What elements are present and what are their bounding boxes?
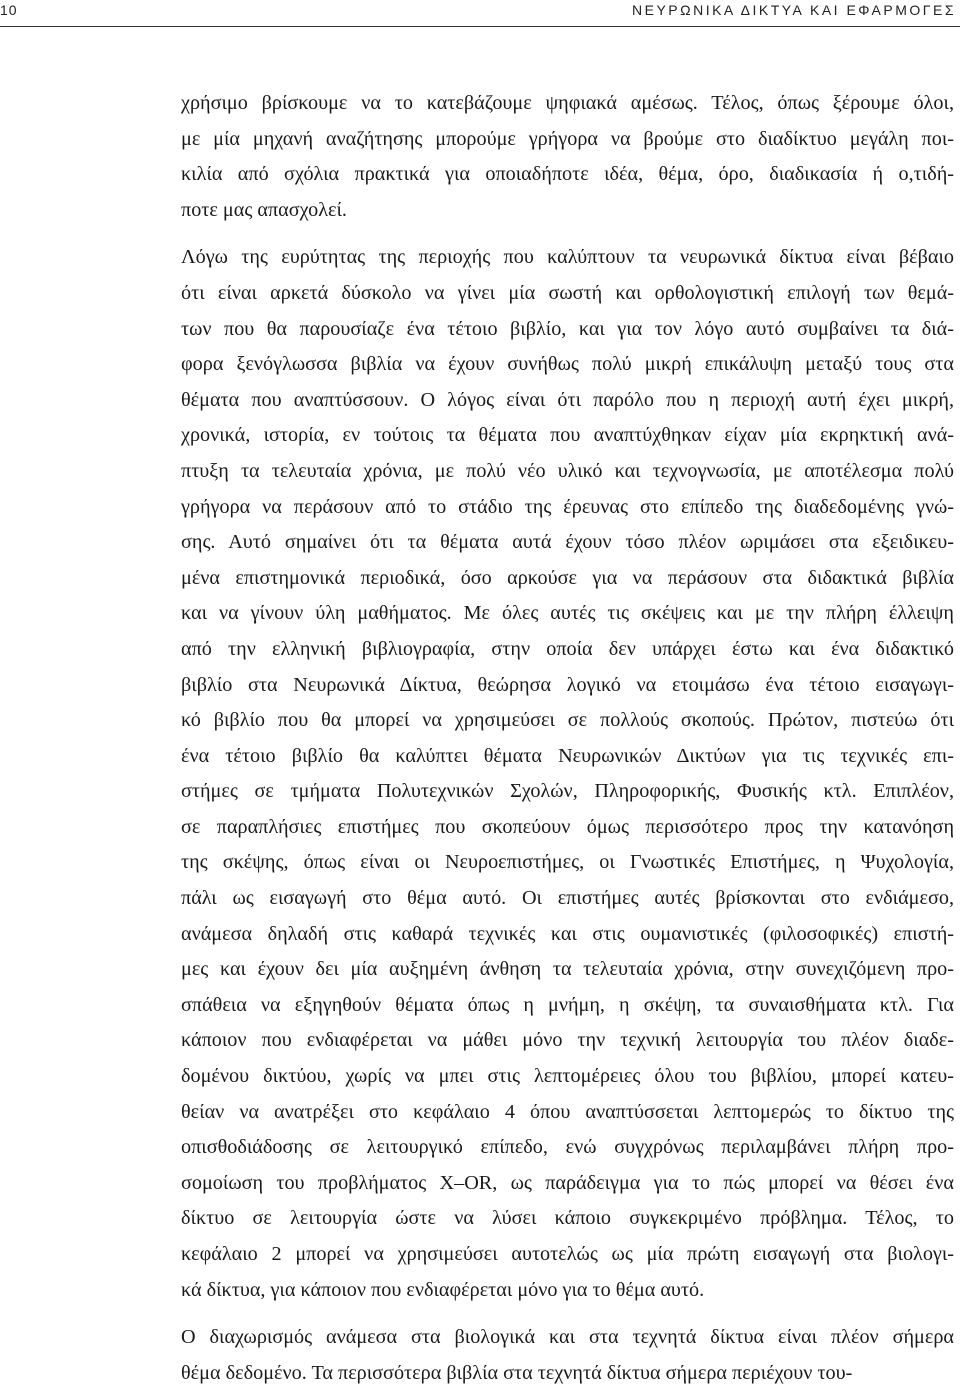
running-title: ΝΕΥΡΩΝΙΚΑ ΔΙΚΤΥΑ ΚΑΙ ΕΦΑΡΜΟΓΕΣ (632, 2, 956, 18)
text-line: κιλία από σχόλια πρακτικά για οποιαδήποτε ιδέα, θέμα, όρο, διαδικασία ή ο,τιδή- (181, 163, 954, 186)
text-line: στήμες σε τμήματα Πολυτεχνικών Σχολών, Πληροφορικής, Φυσικής κτλ. Επιπλέον, (181, 780, 954, 803)
text-line: σε παραπλήσιες επιστήμες που σκοπεύουν όμως περισσότερο προς την κατανόηση (181, 815, 954, 838)
paragraph (181, 86, 954, 228)
text-line: κό βιβλίο που θα μπορεί να χρησιμεύσει σε πολλούς σκοπούς. Πρώτον, πιστεύω ότι (181, 709, 954, 732)
page-header (0, 0, 960, 32)
text-line: μες και έχουν δει μία αυξημένη άνθηση τα τελευταία χρόνια, στην συνεχιζόμενη προ- (181, 958, 954, 981)
text-line: βιβλίο στα Νευρωνικά Δίκτυα, θεώρησα λογικό να ετοιμάσω ένα τέτοιο εισαγωγι- (181, 673, 954, 696)
header-rule (0, 26, 960, 27)
text-line: θέματα που αναπτύσσουν. Ο λόγος είναι ότι παρόλο που η περιοχή αυτή έχει μικρή, (181, 388, 954, 411)
text-line: σομοίωση του προβλήματος X–OR, ως παράδειγμα για το πώς μπορεί να θέσει ένα (181, 1171, 954, 1194)
text-line: των που θα παρουσίαζε ένα τέτοιο βιβλίο, και για τον λόγο αυτό συμβαίνει τα διά- (181, 317, 954, 340)
text-line: χρήσιμο βρίσκουμε να το κατεβάζουμε ψηφιακά αμέσως. Τέλος, όπως ξέρουμε όλοι, (181, 92, 954, 114)
text-line: κεφάλαιο 2 μπορεί να χρησιμεύσει αυτοτελώς ως μία πρώτη εισαγωγή στα βιολογι- (181, 1243, 954, 1265)
text-line: φορα ξενόγλωσσα βιβλία να έχουν συνήθως πολύ μικρή επικάλυψη μεταξύ τους στα (181, 353, 954, 376)
text-line: μένα επιστημονικά περιοδικά, όσο αρκούσε για να περάσουν στα διδακτικά βιβλία (181, 566, 954, 589)
text-line: οπισθοδιάδοσης σε λειτουργικό επίπεδο, ενώ συγχρόνως περιλαμβάνει πλήρη προ- (181, 1136, 954, 1159)
text-line: πάλι ως εισαγωγή στο θέμα αυτό. Οι επιστήμες αυτές βρίσκονται στο ενδιάμεσο, (181, 887, 954, 910)
text-line: κά δίκτυα, για κάποιον που ενδιαφέρεται μόνο για το θέμα αυτό. (181, 1278, 705, 1301)
text-line: θείαν να ανατρέξει στο κεφάλαιο 4 όπου αναπτύσσεται λεπτομερώς το δίκτυο της (181, 1100, 954, 1123)
text-line: ανάμεσα δηλαδή στις καθαρά τεχνικές και στις ουμανιστικές (φιλοσοφικές) επιστή- (181, 922, 954, 945)
text-line: γρήγορα να περάσουν από το στάδιο της έρευνας στο επίπεδο της διαδεδομένης γνώ- (181, 495, 954, 518)
paragraph-gap (181, 1308, 954, 1320)
text-line: χρονικά, ιστορία, εν τούτοις τα θέματα που αναπτύχθηκαν είχαν μία εκρηκτική ανά- (181, 424, 954, 447)
body-text (181, 86, 954, 1391)
paragraph (181, 240, 954, 1308)
text-line: θέμα δεδομένο. Τα περισσότερα βιβλία στα τεχνητά δίκτυα σήμερα περιέχουν του- (181, 1361, 853, 1384)
text-line: ένα τέτοιο βιβλίο θα καλύπτει θέματα Νευρωνικών Δικτύων για τις τεχνικές επι- (181, 744, 954, 767)
text-line: κάποιον που ενδιαφέρεται να μάθει μόνο την τεχνική λειτουργία του πλέον διαδε- (181, 1029, 954, 1052)
text-line: και να γίνουν ύλη μαθήματος. Με όλες αυτές τις σκέψεις και με την πλήρη έλλειψη (181, 602, 954, 625)
text-line: σης. Αυτό σημαίνει ότι τα θέματα αυτά έχουν τόσο πλέον ωριμάσει στα εξειδικευ- (181, 531, 954, 554)
text-line: Ο διαχωρισμός ανάμεσα στα βιολογικά και στα τεχνητά δίκτυα είναι πλέον σήμερα (181, 1326, 954, 1349)
paragraph-gap (181, 228, 954, 240)
text-line: δίκτυο σε λειτουργία ώστε να λύσει κάποιο συγκεκριμένο πρόβλημα. Τέλος, το (181, 1207, 954, 1230)
paragraph (181, 1320, 954, 1391)
page-number: 10 (0, 2, 18, 18)
text-line: Λόγω της ευρύτητας της περιοχής που καλύπτουν τα νευρωνικά δίκτυα είναι βέβαιο (181, 246, 954, 269)
text-line: της σκέψης, όπως είναι οι Νευροεπιστήμες, οι Γνωστικές Επιστήμες, η Ψυχολογία, (181, 851, 954, 874)
text-line: με μία μηχανή αναζήτησης μπορούμε γρήγορα να βρούμε στο διαδίκτυο μεγάλη ποι- (181, 127, 954, 150)
text-line: πτυξη τα τελευταία χρόνια, με πολύ νέο υλικό και τεχνογνωσία, με αποτέλεσμα πολύ (181, 459, 954, 482)
text-line: δομένου δικτύου, χωρίς να μπει στις λεπτομέρειες όλου του βιβλίου, μπορεί κατευ- (181, 1065, 954, 1088)
text-line: σπάθεια να εξηγηθούν θέματα όπως η μνήμη, η σκέψη, τα συναισθήματα κτλ. Για (181, 993, 954, 1016)
text-line: ότι είναι αρκετά δύσκολο να γίνει μία σωστή και ορθολογιστική επιλογή των θεμά- (181, 281, 954, 304)
text-line: ποτε μας απασχολεί. (181, 198, 347, 221)
text-line: από την ελληνική βιβλιογραφία, στην οποία δεν υπάρχει έστω και ένα διδακτικό (181, 637, 954, 660)
